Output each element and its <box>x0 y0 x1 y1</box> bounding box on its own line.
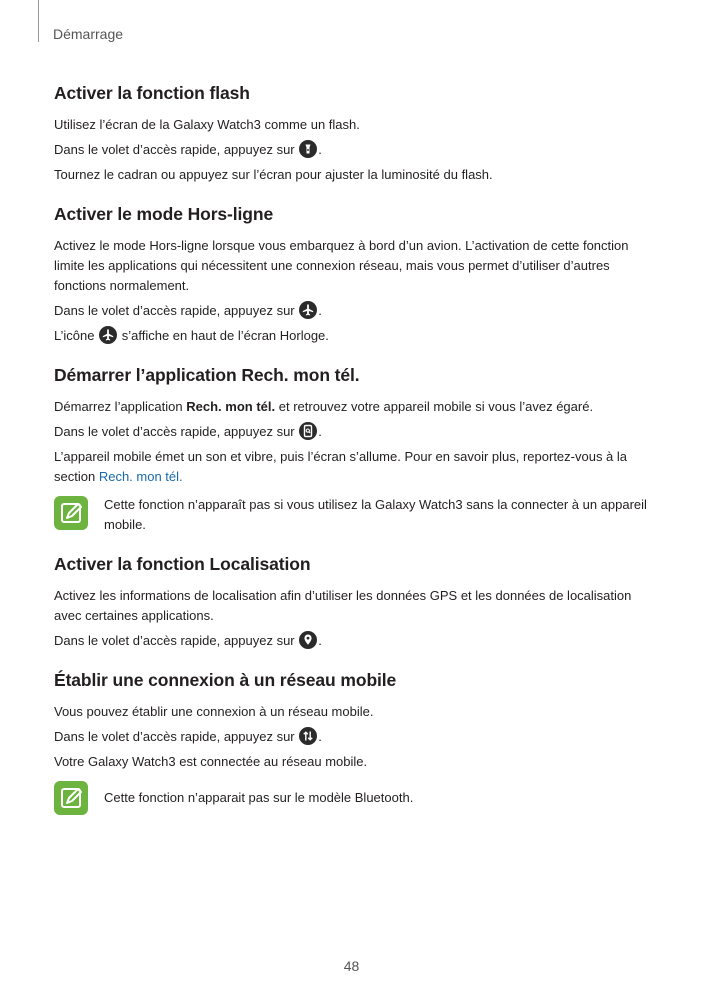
paragraph: Tournez le cadran ou appuyez sur l’écran pour ajuster la luminosité du flash. <box>54 167 493 182</box>
airplane-icon <box>99 326 117 344</box>
paragraph: Activez le mode Hors-ligne lorsque vous embarquez à bord d’un avion. L’activation de cette fonction limite les applications qui nécessitent une connexion réseau, mais vous permet d’utiliser d’autres fonctions normalement. <box>54 238 629 293</box>
paragraph: L’appareil mobile émet un son et vibre, puis l’écran s’allume. Pour en savoir plus, reportez-vous à la section Rech. mon tél. <box>54 449 628 484</box>
section-airplane-mode <box>54 203 654 346</box>
section-location <box>54 553 654 651</box>
section-title: Activer la fonction Localisation <box>54 554 311 574</box>
page-number: 48 <box>343 958 360 974</box>
paragraph: Utilisez l’écran de la Galaxy Watch3 comme un flash. <box>54 117 360 132</box>
find-phone-icon <box>299 422 317 440</box>
paragraph: Dans le volet d’accès rapide, appuyez sur . <box>54 633 322 648</box>
note <box>54 495 654 535</box>
section-flash <box>54 82 654 185</box>
section-title: Activer la fonction flash <box>54 83 250 103</box>
note <box>54 780 654 816</box>
find-phone-link[interactable]: Rech. mon tél. <box>98 469 183 484</box>
page-content <box>54 82 654 834</box>
note-pencil-icon <box>54 781 88 815</box>
paragraph: Dans le volet d’accès rapide, appuyez sur . <box>54 142 322 157</box>
paragraph: Activez les informations de localisation afin d’utiliser les données GPS et les données de localisation avec certaines applications. <box>54 588 632 623</box>
paragraph: Votre Galaxy Watch3 est connectée au réseau mobile. <box>54 754 368 769</box>
paragraph: Dans le volet d’accès rapide, appuyez sur . <box>54 303 322 318</box>
paragraph: Démarrez l’application Rech. mon tél. et retrouvez votre appareil mobile si vous l’avez égaré. <box>54 399 594 414</box>
airplane-icon <box>299 301 317 319</box>
section-title: Activer le mode Hors-ligne <box>54 204 274 224</box>
paragraph: Dans le volet d’accès rapide, appuyez sur . <box>54 424 322 439</box>
note-pencil-icon <box>54 496 88 530</box>
section-mobile-network <box>54 669 654 816</box>
paragraph: Dans le volet d’accès rapide, appuyez sur . <box>54 729 322 744</box>
section-title: Démarrer l’application Rech. mon tél. <box>54 365 360 385</box>
mobile-data-icon <box>299 727 317 745</box>
paragraph: Vous pouvez établir une connexion à un réseau mobile. <box>54 704 374 719</box>
location-pin-icon <box>299 631 317 649</box>
paragraph: L’icône s’affiche en haut de l’écran Horloge. <box>54 328 329 343</box>
flashlight-icon <box>299 140 317 158</box>
section-find-phone <box>54 364 654 535</box>
note-text: Cette fonction n’apparait pas sur le modèle Bluetooth. <box>104 790 414 805</box>
header-rule <box>38 0 39 42</box>
chapter-title: Démarrage <box>53 26 124 42</box>
section-title: Établir une connexion à un réseau mobile <box>54 670 397 690</box>
note-text: Cette fonction n’apparaît pas si vous utilisez la Galaxy Watch3 sans la connecter à un appareil mobile. <box>104 497 647 532</box>
